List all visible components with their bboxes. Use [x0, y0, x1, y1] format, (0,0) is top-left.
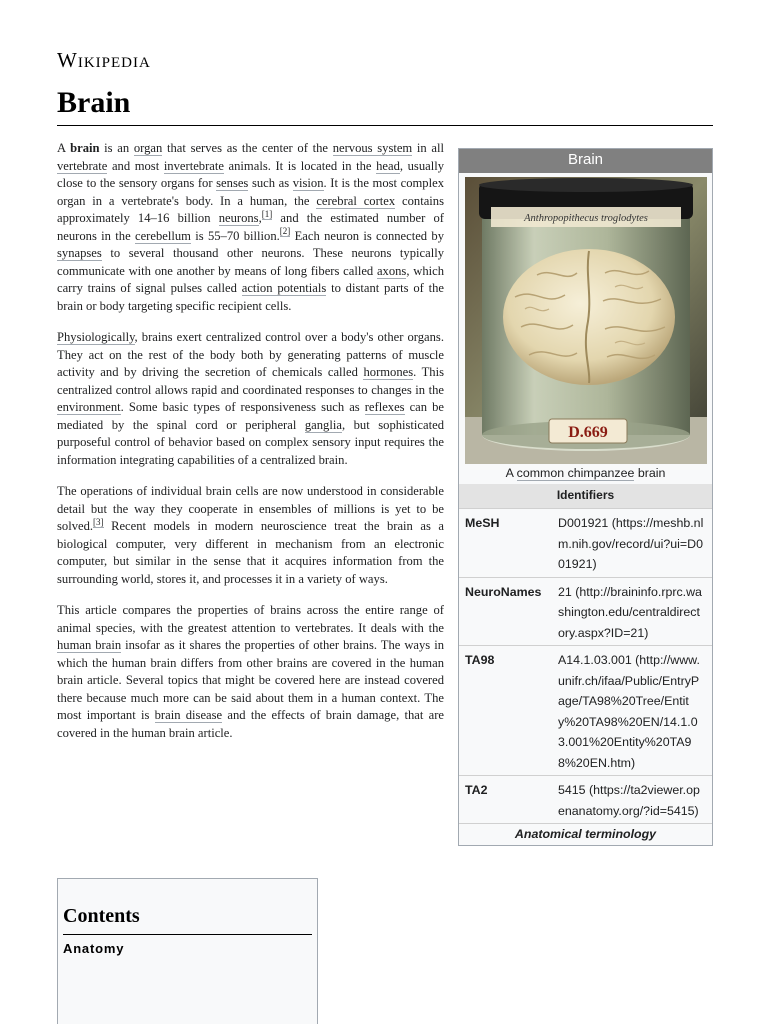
infobox-value[interactable]: A14.1.03.001 (http://www.unifr.ch/ifaa/Public/EntryPage/TA98%20Tree/Entity%20TA98%20EN/14.1.03.001%20Entity%20TA98%20EN.htm)	[558, 653, 700, 770]
article-text: animals. It is located in the	[223, 158, 377, 173]
article-link[interactable]: reflexes	[364, 400, 405, 414]
article-text: , usually close to the sensory organs for	[57, 158, 444, 190]
article-link[interactable]: vision	[292, 176, 324, 190]
specimen-tag-text: D.669	[567, 424, 608, 441]
caption-text: A	[505, 466, 517, 480]
article-link[interactable]: action potentials	[241, 281, 327, 295]
title-divider	[57, 125, 713, 126]
article-text: and the effects of brain damage, that are covered in the human brain article.	[57, 708, 444, 740]
article-link[interactable]: synapses	[57, 246, 102, 260]
article-text: to distant parts of the brain or body targeting specific recipient cells.	[57, 281, 445, 313]
article-text: , but sophisticated purposeful control of behavior based on complex sensory input requires the information integrating capabilities of a centralized brain.	[57, 417, 444, 467]
citation-link[interactable]: [2]	[279, 226, 291, 237]
infobox-label[interactable]: TA2	[465, 783, 488, 797]
article-text: A	[57, 141, 71, 155]
caption-link[interactable]: common chimpanzee	[516, 466, 635, 480]
infobox-label[interactable]: NeuroNames	[465, 584, 542, 599]
infobox-label[interactable]: TA98	[465, 653, 495, 667]
toc-item-anatomy[interactable]: Anatomy	[63, 941, 125, 956]
article-body	[57, 140, 444, 756]
article-text: in all	[412, 141, 444, 155]
article-text: , which carry trains of signal pulses called	[57, 263, 445, 295]
toc-title: Contents	[63, 905, 140, 927]
article-text: can be mediated by the spinal cord or peripheral	[57, 400, 444, 432]
article-link[interactable]: nervous system	[332, 141, 413, 155]
article-link[interactable]: environment	[57, 400, 121, 414]
article-text: that serves as the center of the	[162, 141, 333, 155]
article-text: . This centralized control allows rapid and coordinated responses to changes in the	[57, 365, 444, 397]
article-text: . It is the most complex organ in a vertebrate's body. In a human, the	[57, 176, 444, 208]
infobox-row	[459, 577, 712, 646]
article-paragraph	[57, 140, 444, 315]
article-text: . Some basic types of responsiveness such as	[120, 400, 365, 414]
article-link[interactable]: organ	[133, 141, 163, 155]
jar-label-text: Anthropopithecus troglodytes	[523, 213, 648, 224]
article-text: ,	[258, 211, 262, 225]
article-text: such as	[248, 176, 293, 190]
article-text: is an	[99, 141, 134, 155]
infobox-value[interactable]: D001921 (https://meshb.nlm.nih.gov/record/ui?ui=D001921)	[558, 516, 704, 571]
article-paragraph	[57, 602, 444, 742]
brain-specimen	[503, 249, 675, 385]
article-link[interactable]: Physiologically	[57, 330, 135, 344]
infobox-row	[459, 645, 712, 775]
citation-link[interactable]: [3]	[93, 516, 104, 527]
article-text: , brains exert centralized control over a body's other organs. They act on the rest of the body both by generating patterns of muscle activity and by driving the secretion of chemicals called	[57, 330, 444, 379]
infobox-value[interactable]: 21 (http://braininfo.rprc.washington.edu/centraldirectory.aspx?ID=21)	[558, 584, 702, 640]
infobox	[458, 148, 713, 846]
bold-term: brain	[70, 141, 100, 155]
article-link[interactable]: human brain	[57, 638, 122, 652]
infobox-section-header: Identifiers	[459, 484, 712, 508]
wikipedia-wordmark[interactable]: Wikipedia	[57, 48, 151, 72]
infobox-title: Brain	[459, 149, 712, 173]
article-text: contains approximately 14–16 billion	[57, 193, 444, 225]
article-text: is 55–70 billion.	[190, 228, 280, 243]
article-link[interactable]: neurons	[218, 211, 259, 225]
article-text: Each neuron is connected by	[290, 228, 444, 243]
image-caption	[459, 464, 712, 484]
toc-divider	[63, 934, 312, 935]
article-link[interactable]: cerebral cortex	[316, 193, 396, 208]
page-title: Brain	[57, 86, 131, 119]
article-text: The operations of individual brain cells are now understood in considerable detail but the way they cooperate in ensembles of millions is yet to be solved.	[57, 484, 444, 533]
article-link[interactable]: axons	[376, 263, 407, 278]
article-paragraph	[57, 329, 444, 469]
article-text: to several thousand other neurons. These neurons typically communicate with one another by means of long fibers called	[57, 246, 444, 278]
infobox-row	[459, 508, 712, 577]
article-text: insofar as it shares the properties of other brains. The ways in which the human brain differs from other brains are covered in the human brain article. Several topics that might be covered here are instead covered there because much more can be said about them in a human context. The most important is	[57, 638, 444, 722]
article-text: and most	[107, 158, 164, 173]
infobox-footer-link[interactable]: Anatomical terminology	[459, 823, 712, 845]
article-link[interactable]: cerebellum	[134, 228, 191, 243]
article-link[interactable]: hormones	[363, 365, 414, 379]
article-link[interactable]: brain disease	[154, 708, 223, 722]
article-link[interactable]: vertebrate	[57, 158, 108, 173]
article-text: and the estimated number of neurons in the	[57, 211, 444, 243]
infobox-row	[459, 775, 712, 823]
infobox-label[interactable]: MeSH	[465, 516, 500, 530]
article-link[interactable]: invertebrate	[163, 158, 224, 173]
article-paragraph	[57, 483, 444, 588]
article-link[interactable]: ganglia	[304, 417, 342, 432]
article-text: This article compares the properties of brains across the entire range of animal species, with the greatest attention to vertebrates. It deals with the	[57, 603, 444, 635]
infobox-value[interactable]: 5415 (https://ta2viewer.openanatomy.org/?id=5415)	[558, 783, 700, 818]
caption-text: brain	[634, 466, 666, 480]
article-link[interactable]: senses	[216, 176, 249, 190]
citation-link[interactable]: [1]	[261, 208, 273, 219]
brain-jar-image[interactable]	[465, 177, 707, 464]
article-link[interactable]: head	[376, 158, 400, 173]
article-text: Recent models in modern neuroscience treat the brain as a biological computer, very different in mechanism from an electronic computer, but similar in the sense that it acquires information from the surrounding world, stores it, and processes it in a variety of ways.	[57, 519, 444, 586]
table-of-contents	[57, 878, 318, 1024]
